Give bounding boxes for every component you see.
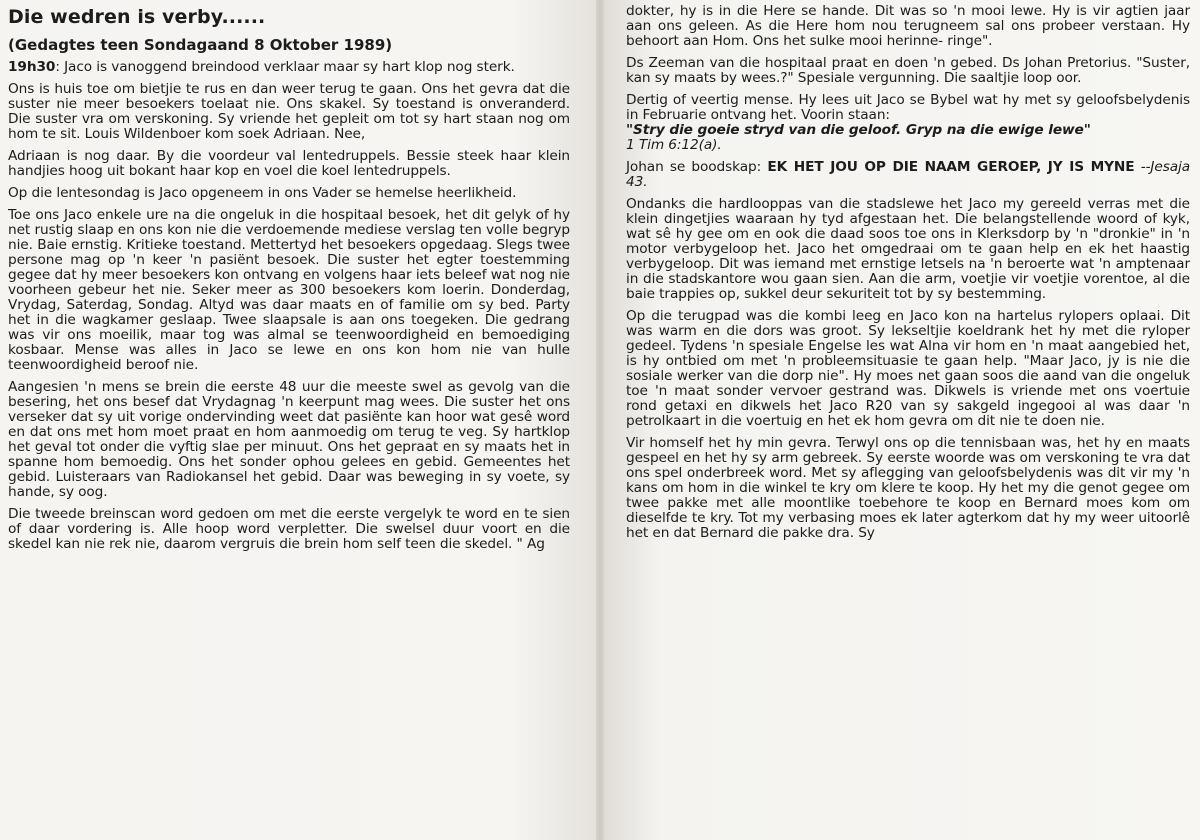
paragraph-13: Op die terugpad was die kombi leeg en Jaco kon na hartelus rylopers oplaai. Dit was warm en die dors was groot. Sy lekseltjie koeldrank het hy met die ryloper gedeel. Tydens 'n spesiale Engelse les wat Alna vir hom en 'n maat aangebied het, is hy ontbied om met 'n probleemsituasie te gaan help. "Maar Jaco, jy is nie die sosiale werker van die dorp nie". Hy moes net gaan soos die aand van die ongeluk toe 'n maat sonder vervoer gestrand was. Dikwels is vriende met ons voertuie rond getaxi en dikwels het Jaco R20 van sy sakgeld ingegooi al was daar 'n petrolkaart in die voertuig en het ek hom gevra om dit nie te doen nie.: [626, 308, 1190, 429]
message-caps: EK HET JOU OP DIE NAAM GEROEP, JY IS MYNE: [767, 159, 1135, 175]
page-title: Die wedren is verby......: [8, 6, 266, 28]
scripture-reference: 1 Tim 6:12(a).: [626, 137, 722, 153]
paragraph-8: dokter, hy is in die Here se hande. Dit was so 'n mooi lewe. Hy is vir agtien jaar aan ons geleen. As die Here hom nou terugneem sal ons probeer verstaan. Hy behoort aan Hom. Ons het sulke mooi herinne- ringe".: [626, 3, 1190, 49]
paragraph-10-text: Dertig of veertig mense. Hy lees uit Jaco se Bybel wat hy met sy geloofsbelydenis in Februarie ontvang het. Voorin staan:: [626, 92, 1190, 123]
paragraph-11-text: Johan se boodskap:: [626, 159, 768, 175]
paragraph-3: Adriaan is nog daar. By die voordeur val lentedruppels. Bessie steek haar klein handjies hoog uit bokant haar kop en voel die koel lentedruppels.: [8, 148, 570, 179]
paragraph-6: Aangesien 'n mens se brein die eerste 48 uur die meeste swel as gevolg van die besering, het ons besef dat Vrydagnag 'n keerpunt mag wees. Die suster het ons verseker dat sy uit vorige ondervinding weet dat pasiënte kan hoor wat gesê word en dat ons met hom moet praat en hom aanmoedig om terug te veg. Sy hartklop het geval tot onder die vyftig slae per minuut. Ons het gepraat en sy maats het in spanne hom bemoedig. Ons het sonder ophou gelees en gebid. Gemeentes het gebid. Luisteraars van Radiokansel het gebid. Daar was beweging in sy voete, sy hande, sy oog.: [8, 379, 570, 500]
paragraph-5: Toe ons Jaco enkele ure na die ongeluk in die hospitaal besoek, het dit gelyk of hy net rustig slaap en ons kon nie die verdoemende mediese verslag ten volle begryp nie. Baie ernstig. Kritieke toestand. Mettertyd het besoekers opgedaag. Slegs twee persone mag op 'n keer 'n pasiënt besoek. Die suster het egter toestemming gegee dat hy meer besoekers kon ontvang en volgens haar iets beleef wat nog nie voorheen gebeur het nie. Seker meer as 300 besoekers kom loerin. Donderdag, Vrydag, Saterdag, Sondag. Altyd was daar maats en of familie om sy bed. Party het in die wagkamer geslaap. Twee slaapsale is aan ons toegeken. Die gedrang was vir ons moeilik, maar tog was almal se teenwoordigheid en bemoediging kosbaar. Mense was alles in Jaco se lewe en ons kon hom nie van hulle teenwoordigheid beroof nie.: [8, 207, 570, 373]
paragraph-14: Vir homself het hy min gevra. Terwyl ons op die tennisbaan was, het hy en maats gespeel en het hy sy arm gebreek. Sy eerste woorde was om verskoning te vra dat ons spel onderbreek word. Met sy aflegging van geloofsbelydenis was dit vir my 'n kans om hom in die winkel te kry om klere te koop. Hy het my die genot gegee om twee pakke met alle moontlike toebehore te koop en Bernard moes kom om dieselfde te kry. Tot my verbasing moes ek later agterkom dat hy my weer uitoorlê het en dat Bernard die pakke dra. Sy: [626, 435, 1190, 541]
paragraph-7: Die tweede breinscan word gedoen om met die eerste vergelyk te word en te sien of daar vordering is. Alle hoop word verpletter. Die swelsel duur voort en die skedel kan nie rek nie, daarom vergruis die brein hom self teen die skedel. " Ag: [8, 506, 570, 552]
page-gutter: [596, 0, 604, 840]
paragraph-10: [626, 93, 1190, 153]
paragraph-12: Ondanks die hardlooppas van die stadslewe het Jaco my gereeld verras met die klein dingetjies waaraan hy tyd afgestaan het. Die belangstellende woord of kyk, wat sê hy gee om en ook die daad soos toe ons in Klerksdorp by 'n "dronkie" in 'n motor verbygeloop het. Jaco het omgedraai om te gaan help en ek het haastig verbygeloop. Dit was iemand met ernstige letsels na 'n beroerte wat 'n amptenaar in die stadskantore wou gaan sien. Aan die arm, voetjie vir voetjie vorentoe, al die baie trappies op, sukkel deur sekuriteit tot by sy bestemming.: [626, 196, 1190, 302]
paragraph-1-text: : Jaco is vanoggend breindood verklaar maar sy hart klop nog sterk.: [55, 59, 515, 75]
time-label: 19h30: [8, 59, 56, 75]
paragraph-2: Ons is huis toe om bietjie te rus en dan weer terug te gaan. Ons het gevra dat die suster nie meer besoekers toelaat nie. Ons skakel. Sy toestand is onveranderd. Die suster vra om verskoning. Sy vriende het gepleit om tot sy hart staan nog om hom te sit. Louis Wildenboer kom soek Adriaan. Nee,: [8, 81, 570, 142]
page-subtitle: (Gedagtes teen Sondagaand 8 Oktober 1989): [8, 36, 393, 54]
paragraph-4: Op die lentesondag is Jaco opgeneem in ons Vader se hemelse heerlikheid.: [8, 185, 517, 201]
paragraph-1: [8, 60, 570, 75]
scripture-quote: "Stry die goeie stryd van die geloof. Gryp na die ewige lewe": [626, 122, 1091, 138]
right-page: [600, 0, 1200, 840]
paragraph-11: [626, 160, 1190, 190]
paragraph-9: Ds Zeeman van die hospitaal praat en doen 'n gebed. Ds Johan Pretorius. "Suster, kan sy maats by wees.?" Spesiale vergunning. Die saaltjie loop oor.: [626, 55, 1190, 86]
message-reference: --Jesaja 43.: [626, 159, 1190, 190]
